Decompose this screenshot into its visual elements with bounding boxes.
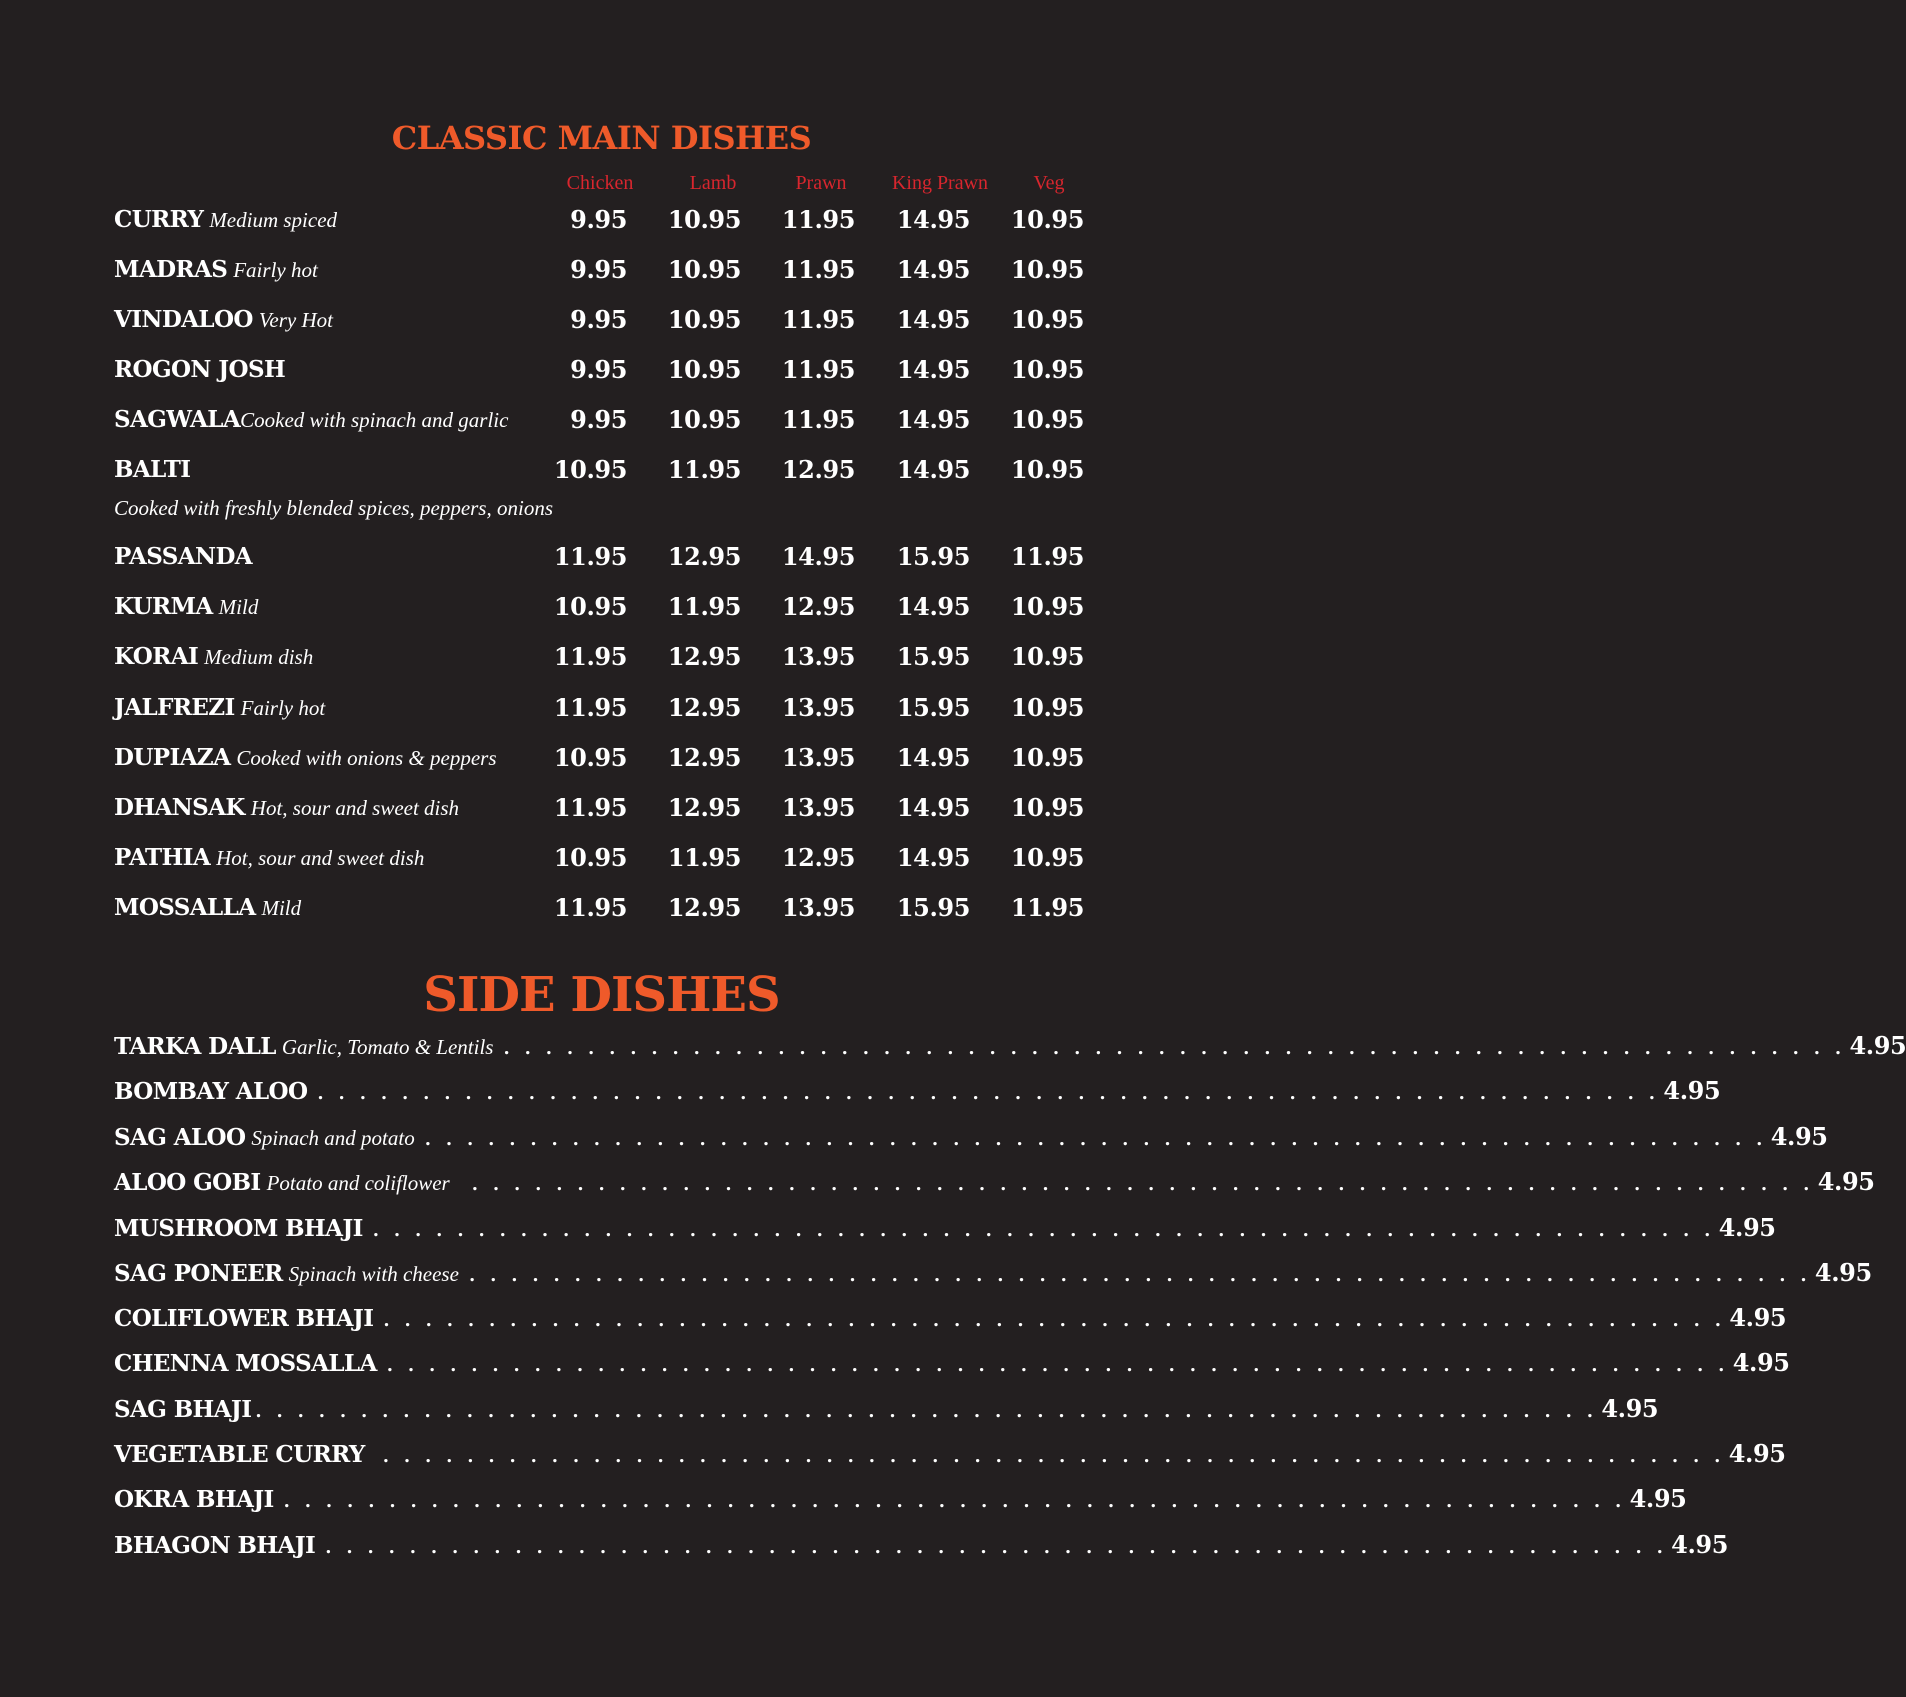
price-veg: 10.95 bbox=[1010, 693, 1084, 722]
balti-description: Cooked with freshly blended spices, peppers, onions bbox=[114, 496, 553, 520]
price-lamb: 10.95 bbox=[667, 255, 741, 284]
side-row-vegetable-curry bbox=[114, 1434, 1786, 1474]
side-dish-name: ALOO GOBI bbox=[114, 1169, 261, 1196]
side-dish-description: Spinach with cheese bbox=[288, 1262, 459, 1286]
side-dish-name: BHAGON BHAJI bbox=[114, 1532, 316, 1559]
side-dish-name: SAG ALOO bbox=[114, 1124, 246, 1151]
price-king-prawn: 14.95 bbox=[896, 305, 970, 334]
dish-name: KORAI bbox=[114, 643, 199, 670]
price-king-prawn: 15.95 bbox=[896, 893, 970, 922]
dish-name: PASSANDA bbox=[114, 543, 253, 570]
side-dish-price: 4.95 bbox=[1729, 1303, 1787, 1332]
price-chicken: 11.95 bbox=[553, 893, 627, 922]
side-dish-price: 4.95 bbox=[1629, 1484, 1687, 1513]
price-veg: 10.95 bbox=[1010, 455, 1084, 484]
price-lamb: 12.95 bbox=[667, 793, 741, 822]
price-lamb: 12.95 bbox=[667, 642, 741, 671]
dot-leader: . . . . . . . . . . . . . . . . . . . . . . . . . . . . . . . . . . . . . . . . . . . . . . . . . . . . . . . . . . . . . . . . bbox=[372, 1220, 1715, 1241]
price-lamb: 12.95 bbox=[667, 693, 741, 722]
column-header-prawn: Prawn bbox=[795, 172, 847, 194]
side-row-chenna-mossalla bbox=[114, 1343, 1790, 1383]
dish-name: SAGWALA bbox=[114, 406, 241, 433]
price-prawn: 13.95 bbox=[781, 743, 855, 772]
side-row-bombay-aloo bbox=[114, 1071, 1721, 1111]
price-king-prawn: 14.95 bbox=[896, 355, 970, 384]
dot-leader: . . . . . . . . . . . . . . . . . . . . . . . . . . . . . . . . . . . . . . . . . . . . . . . . . . . . . . . . . . . . . . . . bbox=[255, 1401, 1598, 1422]
dish-row-kurma bbox=[0, 587, 1200, 627]
price-king-prawn: 14.95 bbox=[896, 793, 970, 822]
price-chicken: 10.95 bbox=[553, 743, 627, 772]
price-prawn: 14.95 bbox=[781, 542, 855, 571]
price-lamb: 11.95 bbox=[667, 455, 741, 484]
dot-leader: . . . . . . . . . . . . . . . . . . . . . . . . . . . . . . . . . . . . . . . . . . . . . . . . . . . . . . . . . . . . . . . . bbox=[468, 1265, 1811, 1286]
dish-description: Very Hot bbox=[258, 308, 333, 332]
side-dish-name: TARKA DALL bbox=[114, 1033, 276, 1060]
dot-leader: . . . . . . . . . . . . . . . . . . . . . . . . . . . . . . . . . . . . . . . . . . . . . . . . . . . . . . . . . . . . . . . . bbox=[283, 1491, 1626, 1512]
dish-row-dupiaza bbox=[0, 738, 1200, 778]
side-dish-price: 4.95 bbox=[1849, 1031, 1906, 1060]
side-row-coliflower-bhaji bbox=[114, 1298, 1787, 1338]
price-lamb: 11.95 bbox=[667, 592, 741, 621]
side-dish-name: MUSHROOM BHAJI bbox=[114, 1215, 363, 1242]
dish-description: Medium spiced bbox=[209, 208, 338, 232]
dot-leader: . . . . . . . . . . . . . . . . . . . . . . . . . . . . . . . . . . . . . . . . . . . . . . . . . . . . . . . . . . . . . . . . bbox=[386, 1355, 1729, 1376]
column-header-veg: Veg bbox=[1033, 172, 1065, 194]
price-king-prawn: 14.95 bbox=[896, 592, 970, 621]
price-lamb: 10.95 bbox=[667, 355, 741, 384]
side-dish-name: SAG PONEER bbox=[114, 1260, 283, 1287]
price-veg: 10.95 bbox=[1010, 592, 1084, 621]
price-prawn: 12.95 bbox=[781, 455, 855, 484]
side-row-sag-poneer bbox=[114, 1253, 1872, 1293]
price-prawn: 13.95 bbox=[781, 893, 855, 922]
dish-name: ROGON JOSH bbox=[114, 356, 286, 383]
side-dish-name: OKRA BHAJI bbox=[114, 1486, 274, 1513]
dish-name: DHANSAK bbox=[114, 794, 245, 821]
price-king-prawn: 14.95 bbox=[896, 743, 970, 772]
price-veg: 10.95 bbox=[1010, 743, 1084, 772]
side-dish-name: COLIFLOWER BHAJI bbox=[114, 1305, 374, 1332]
column-header-chicken: Chicken bbox=[566, 172, 634, 194]
dish-row-dhansak bbox=[0, 788, 1200, 828]
dish-name: MOSSALLA bbox=[114, 894, 256, 921]
side-dish-price: 4.95 bbox=[1718, 1213, 1776, 1242]
side-row-bhagon-bhaji bbox=[114, 1525, 1729, 1565]
dish-row-passanda bbox=[0, 537, 1200, 577]
side-dishes-title: SIDE DISHES bbox=[423, 967, 780, 1023]
price-prawn: 13.95 bbox=[781, 793, 855, 822]
side-dish-description: Spinach and potato bbox=[251, 1126, 415, 1150]
dish-description: Hot, sour and sweet dish bbox=[216, 846, 425, 870]
dish-name: CURRY bbox=[114, 206, 204, 233]
price-king-prawn: 15.95 bbox=[896, 693, 970, 722]
price-chicken: 9.95 bbox=[570, 355, 627, 384]
dot-leader: . . . . . . . . . . . . . . . . . . . . . . . . . . . . . . . . . . . . . . . . . . . . . . . . . . . . . . . . . . . . . . . . bbox=[471, 1174, 1814, 1195]
price-chicken: 9.95 bbox=[570, 205, 627, 234]
dish-row-rogon-josh bbox=[0, 350, 1200, 390]
side-row-mushroom-bhaji bbox=[114, 1208, 1776, 1248]
price-prawn: 11.95 bbox=[781, 305, 855, 334]
dish-row-curry bbox=[0, 200, 1200, 240]
dot-leader: . . . . . . . . . . . . . . . . . . . . . . . . . . . . . . . . . . . . . . . . . . . . . . . . . . . . . . . . . . . . . . . . bbox=[317, 1083, 1660, 1104]
side-dish-description: Garlic, Tomato & Lentils bbox=[281, 1035, 494, 1059]
side-dish-price: 4.95 bbox=[1663, 1076, 1721, 1105]
side-row-okra-bhaji bbox=[114, 1479, 1687, 1519]
side-dish-name: CHENNA MOSSALLA bbox=[114, 1350, 377, 1377]
side-row-sag-bhaji bbox=[114, 1389, 1659, 1429]
dish-name: VINDALOO bbox=[114, 306, 253, 333]
price-chicken: 10.95 bbox=[553, 592, 627, 621]
dish-description: Fairly hot bbox=[240, 696, 326, 720]
price-lamb: 11.95 bbox=[667, 843, 741, 872]
price-king-prawn: 14.95 bbox=[896, 205, 970, 234]
side-dish-name: SAG BHAJI bbox=[114, 1396, 252, 1423]
dish-row-korai bbox=[0, 637, 1200, 677]
price-veg: 10.95 bbox=[1010, 405, 1084, 434]
dot-leader: . . . . . . . . . . . . . . . . . . . . . . . . . . . . . . . . . . . . . . . . . . . . . . . . . . . . . . . . . . . . . . . . bbox=[325, 1537, 1668, 1558]
price-lamb: 10.95 bbox=[667, 205, 741, 234]
dish-name: PATHIA bbox=[114, 844, 211, 871]
price-lamb: 12.95 bbox=[667, 743, 741, 772]
price-lamb: 10.95 bbox=[667, 305, 741, 334]
dish-name: DUPIAZA bbox=[114, 744, 231, 771]
price-prawn: 11.95 bbox=[781, 405, 855, 434]
price-chicken: 10.95 bbox=[553, 843, 627, 872]
column-header-lamb: Lamb bbox=[689, 172, 737, 194]
side-dish-description: Potato and coliflower bbox=[266, 1171, 450, 1195]
price-lamb: 12.95 bbox=[667, 893, 741, 922]
price-veg: 10.95 bbox=[1010, 642, 1084, 671]
price-veg: 10.95 bbox=[1010, 355, 1084, 384]
dot-leader: . . . . . . . . . . . . . . . . . . . . . . . . . . . . . . . . . . . . . . . . . . . . . . . . . . . . . . . . . . . . . . . . bbox=[382, 1446, 1725, 1467]
dish-row-jalfrezi bbox=[0, 688, 1200, 728]
price-veg: 11.95 bbox=[1010, 542, 1084, 571]
price-prawn: 12.95 bbox=[781, 592, 855, 621]
dish-name: KURMA bbox=[114, 593, 213, 620]
dot-leader: . . . . . . . . . . . . . . . . . . . . . . . . . . . . . . . . . . . . . . . . . . . . . . . . . . . . . . . . . . . . . . . . bbox=[383, 1310, 1726, 1331]
price-veg: 10.95 bbox=[1010, 305, 1084, 334]
side-dish-price: 4.95 bbox=[1728, 1439, 1786, 1468]
dish-description: Fairly hot bbox=[233, 258, 318, 282]
dot-leader: . . . . . . . . . . . . . . . . . . . . . . . . . . . . . . . . . . . . . . . . . . . . . . . . . . . . . . . . . . . . . . . . bbox=[503, 1038, 1846, 1059]
price-chicken: 11.95 bbox=[553, 542, 627, 571]
price-chicken: 9.95 bbox=[570, 405, 627, 434]
price-prawn: 11.95 bbox=[781, 205, 855, 234]
price-lamb: 10.95 bbox=[667, 405, 741, 434]
dish-row-vindaloo bbox=[0, 300, 1200, 340]
price-chicken: 9.95 bbox=[570, 255, 627, 284]
price-prawn: 13.95 bbox=[781, 642, 855, 671]
dot-leader: . . . . . . . . . . . . . . . . . . . . . . . . . . . . . . . . . . . . . . . . . . . . . . . . . . . . . . . . . . . . . . . . bbox=[424, 1129, 1767, 1150]
price-veg: 10.95 bbox=[1010, 793, 1084, 822]
dish-description: Cooked with onions & peppers bbox=[236, 746, 497, 770]
side-dish-name: BOMBAY ALOO bbox=[114, 1078, 308, 1105]
side-dish-price: 4.95 bbox=[1732, 1348, 1790, 1377]
side-row-tarka-dall bbox=[114, 1026, 1906, 1066]
dish-row-pathia bbox=[0, 838, 1200, 878]
price-prawn: 11.95 bbox=[781, 355, 855, 384]
side-dish-name: VEGETABLE CURRY bbox=[114, 1441, 365, 1468]
price-chicken: 10.95 bbox=[553, 455, 627, 484]
dish-row-sagwala bbox=[0, 400, 1200, 440]
price-chicken: 9.95 bbox=[570, 305, 627, 334]
dish-row-balti bbox=[0, 450, 1200, 490]
dish-description: Mild bbox=[218, 595, 259, 619]
price-prawn: 11.95 bbox=[781, 255, 855, 284]
dish-row-mossalla bbox=[0, 888, 1200, 928]
price-veg: 11.95 bbox=[1010, 893, 1084, 922]
price-veg: 10.95 bbox=[1010, 255, 1084, 284]
price-king-prawn: 14.95 bbox=[896, 843, 970, 872]
dish-name: JALFREZI bbox=[114, 694, 235, 721]
price-king-prawn: 15.95 bbox=[896, 642, 970, 671]
dish-row-madras bbox=[0, 250, 1200, 290]
price-king-prawn: 14.95 bbox=[896, 455, 970, 484]
price-chicken: 11.95 bbox=[553, 693, 627, 722]
side-dish-price: 4.95 bbox=[1817, 1167, 1875, 1196]
price-veg: 10.95 bbox=[1010, 205, 1084, 234]
price-chicken: 11.95 bbox=[553, 793, 627, 822]
dish-description: Mild bbox=[261, 896, 302, 920]
dish-name: BALTI bbox=[114, 456, 191, 483]
price-chicken: 11.95 bbox=[553, 642, 627, 671]
side-dish-price: 4.95 bbox=[1671, 1530, 1729, 1559]
price-king-prawn: 15.95 bbox=[896, 542, 970, 571]
price-prawn: 12.95 bbox=[781, 843, 855, 872]
side-dish-price: 4.95 bbox=[1770, 1122, 1828, 1151]
price-king-prawn: 14.95 bbox=[896, 255, 970, 284]
price-king-prawn: 14.95 bbox=[896, 405, 970, 434]
dish-description: Hot, sour and sweet dish bbox=[250, 796, 460, 820]
column-header-king-prawn: King Prawn bbox=[891, 172, 989, 194]
side-dish-price: 4.95 bbox=[1601, 1394, 1659, 1423]
price-prawn: 13.95 bbox=[781, 693, 855, 722]
main-dishes-title: CLASSIC MAIN DISHES bbox=[391, 119, 812, 157]
side-dish-price: 4.95 bbox=[1814, 1258, 1872, 1287]
side-row-sag-aloo bbox=[114, 1117, 1828, 1157]
price-veg: 10.95 bbox=[1010, 843, 1084, 872]
price-lamb: 12.95 bbox=[667, 542, 741, 571]
dish-description: Cooked with spinach and garlic bbox=[240, 408, 509, 432]
dish-description: Medium dish bbox=[204, 645, 314, 669]
side-row-aloo-gobi bbox=[114, 1162, 1875, 1202]
dish-name: MADRAS bbox=[114, 256, 228, 283]
